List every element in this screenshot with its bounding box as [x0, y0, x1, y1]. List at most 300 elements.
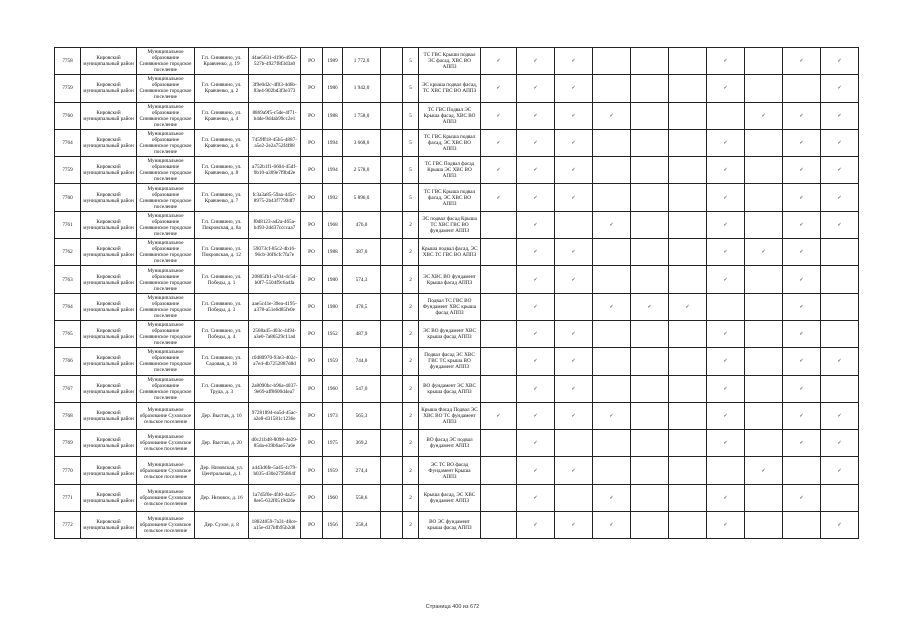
row-number-cell: 7758	[55, 48, 81, 75]
guid-cell: 18024059-7a31-48ce-a15e-d37bfb95b2d8	[249, 512, 301, 539]
empty-mark-cell	[707, 293, 745, 320]
floors-cell: 2	[403, 293, 419, 320]
check-mark-icon: ✓	[707, 129, 745, 156]
row-number-cell: 7763	[55, 266, 81, 293]
district-cell: Кировский муниципальный район	[81, 375, 137, 402]
row-number-cell: 7760	[55, 102, 81, 129]
works-list-cell: Крыша подвал фасад, ЭС ХВС ТС ГВС ВО АППЗ	[419, 239, 481, 266]
floors-cell: 2	[403, 430, 419, 457]
address-cell: Г.п. Синявино, ул. Победы, д. 3	[195, 293, 249, 320]
row-number-cell: 7771	[55, 484, 81, 511]
year-cell: 1956	[323, 512, 343, 539]
empty-mark-cell	[481, 484, 517, 511]
check-mark-icon: ✓	[745, 239, 783, 266]
check-mark-icon: ✓	[555, 48, 593, 75]
empty-mark-cell	[555, 211, 593, 238]
empty-mark-cell	[481, 512, 517, 539]
wall-material-cell: РО	[301, 348, 323, 375]
area-cell: 369,2	[343, 430, 381, 457]
wall-material-cell: РО	[301, 157, 323, 184]
settlement-cell: Муниципальное образование Суховское сельское поселение	[137, 457, 195, 484]
empty-mark-cell	[481, 348, 517, 375]
address-cell: Г.п. Синявино, ул. Садовая, д. 16	[195, 348, 249, 375]
year-cell: 1973	[323, 402, 343, 429]
check-mark-icon: ✓	[707, 348, 745, 375]
settlement-cell: Муниципальное образование Синявинское городское поселение	[137, 184, 195, 211]
area-cell: 574,3	[343, 266, 381, 293]
check-mark-icon: ✓	[555, 157, 593, 184]
check-mark-icon: ✓	[783, 211, 821, 238]
works-list-cell: ЭС подвал фасад Крыша ТС ХВС ГВС ВО фундамент АППЗ	[419, 211, 481, 238]
empty-mark-cell	[481, 239, 517, 266]
blank-cell	[381, 102, 403, 129]
empty-mark-cell	[669, 375, 707, 402]
works-list-cell: ВО фасад ЭС подвал фундамент АППЗ	[419, 430, 481, 457]
floors-cell: 2	[403, 512, 419, 539]
check-mark-icon: ✓	[481, 184, 517, 211]
empty-mark-cell	[631, 430, 669, 457]
district-cell: Кировский муниципальный район	[81, 129, 137, 156]
check-mark-icon: ✓	[481, 102, 517, 129]
district-cell: Кировский муниципальный район	[81, 512, 137, 539]
empty-mark-cell	[481, 320, 517, 347]
register-table	[54, 47, 859, 539]
empty-mark-cell	[593, 239, 631, 266]
check-mark-icon: ✓	[555, 239, 593, 266]
empty-mark-cell	[631, 75, 669, 102]
district-cell: Кировский муниципальный район	[81, 266, 137, 293]
check-mark-icon: ✓	[783, 157, 821, 184]
blank-cell	[381, 48, 403, 75]
works-list-cell: Подвал ТС ГВС ВО Фундамент ХВС крыша фасад АППЗ	[419, 293, 481, 320]
check-mark-icon: ✓	[783, 48, 821, 75]
empty-mark-cell	[481, 375, 517, 402]
district-cell: Кировский муниципальный район	[81, 430, 137, 457]
empty-mark-cell	[745, 129, 783, 156]
check-mark-icon: ✓	[821, 430, 859, 457]
check-mark-icon: ✓	[707, 430, 745, 457]
check-mark-icon: ✓	[481, 75, 517, 102]
empty-mark-cell	[631, 184, 669, 211]
settlement-cell: Муниципальное образование Суховское сельское поселение	[137, 484, 195, 511]
blank-cell	[381, 375, 403, 402]
floors-cell: 2	[403, 484, 419, 511]
row-number-cell: 7772	[55, 512, 81, 539]
empty-mark-cell	[481, 293, 517, 320]
address-cell: Г.п. Синявино, ул. Кравченко, д. 4	[195, 102, 249, 129]
year-cell: 1992	[323, 184, 343, 211]
empty-mark-cell	[669, 157, 707, 184]
row-number-cell: 7762	[55, 239, 81, 266]
area-cell: 258,4	[343, 512, 381, 539]
works-list-cell: ТС ГВС Подвал фасад Крыша ЭС ХВС ВО АППЗ	[419, 157, 481, 184]
check-mark-icon: ✓	[707, 266, 745, 293]
district-cell: Кировский муниципальный район	[81, 293, 137, 320]
empty-mark-cell	[669, 348, 707, 375]
wall-material-cell: РО	[301, 129, 323, 156]
row-number-cell: 7770	[55, 457, 81, 484]
blank-cell	[381, 512, 403, 539]
empty-mark-cell	[745, 157, 783, 184]
check-mark-icon: ✓	[517, 239, 555, 266]
check-mark-icon: ✓	[821, 48, 859, 75]
check-mark-icon: ✓	[631, 293, 669, 320]
check-mark-icon: ✓	[517, 457, 555, 484]
district-cell: Кировский муниципальный район	[81, 48, 137, 75]
check-mark-icon: ✓	[593, 512, 631, 539]
address-cell: Дер. Сухое, д. 8	[195, 512, 249, 539]
check-mark-icon: ✓	[517, 402, 555, 429]
table-row	[55, 402, 859, 429]
empty-mark-cell	[631, 239, 669, 266]
empty-mark-cell	[669, 75, 707, 102]
address-cell: Г.п. Синявино, ул. Победы, д. 4	[195, 320, 249, 347]
check-mark-icon: ✓	[593, 211, 631, 238]
empty-mark-cell	[631, 211, 669, 238]
empty-mark-cell	[669, 402, 707, 429]
table-row	[55, 239, 859, 266]
district-cell: Кировский муниципальный район	[81, 157, 137, 184]
empty-mark-cell	[631, 129, 669, 156]
settlement-cell: Муниципальное образование Синявинское городское поселение	[137, 129, 195, 156]
check-mark-icon: ✓	[707, 157, 745, 184]
check-mark-icon: ✓	[783, 266, 821, 293]
works-list-cell: ЭС ТС ВО фасад Фундамент Крыша АППЗ	[419, 457, 481, 484]
check-mark-icon: ✓	[593, 484, 631, 511]
table-row	[55, 457, 859, 484]
empty-mark-cell	[631, 266, 669, 293]
check-mark-icon: ✓	[783, 293, 821, 320]
empty-mark-cell	[669, 457, 707, 484]
floors-cell: 2	[403, 375, 419, 402]
check-mark-icon: ✓	[821, 211, 859, 238]
row-number-cell: 7766	[55, 348, 81, 375]
address-cell: Г.п. Синявино, ул. Покровская, д. 8а	[195, 211, 249, 238]
check-mark-icon: ✓	[517, 293, 555, 320]
blank-cell	[381, 129, 403, 156]
year-cell: 1959	[323, 348, 343, 375]
wall-material-cell: РО	[301, 184, 323, 211]
check-mark-icon: ✓	[555, 320, 593, 347]
table-row	[55, 266, 859, 293]
floors-cell: 5	[403, 102, 419, 129]
table-row	[55, 512, 859, 539]
check-mark-icon: ✓	[707, 239, 745, 266]
check-mark-icon: ✓	[517, 75, 555, 102]
year-cell: 1960	[323, 375, 343, 402]
address-cell: Г.п. Синявино, ул. Кравченко, д. 6	[195, 129, 249, 156]
check-mark-icon: ✓	[821, 102, 859, 129]
empty-mark-cell	[481, 266, 517, 293]
year-cell: 1980	[323, 293, 343, 320]
empty-mark-cell	[593, 457, 631, 484]
empty-mark-cell	[669, 239, 707, 266]
check-mark-icon: ✓	[707, 512, 745, 539]
district-cell: Кировский муниципальный район	[81, 320, 137, 347]
check-mark-icon: ✓	[669, 293, 707, 320]
settlement-cell: Муниципальное образование Синявинское городское поселение	[137, 266, 195, 293]
address-cell: Дер. Низовск, д. 16	[195, 484, 249, 511]
empty-mark-cell	[821, 320, 859, 347]
guid-cell: 1a7d5f0e-4f40-4a25-8ee5-632f0519d26e	[249, 484, 301, 511]
check-mark-icon: ✓	[821, 129, 859, 156]
check-mark-icon: ✓	[783, 430, 821, 457]
area-cell: 478,5	[343, 293, 381, 320]
wall-material-cell: РО	[301, 512, 323, 539]
guid-cell: 2568a45-403c-4494-a3e0-7a86529c11ad	[249, 320, 301, 347]
year-cell: 1988	[323, 102, 343, 129]
row-number-cell: 7761	[55, 211, 81, 238]
empty-mark-cell	[481, 211, 517, 238]
row-number-cell: 7768	[55, 402, 81, 429]
floors-cell: 5	[403, 129, 419, 156]
check-mark-icon: ✓	[555, 457, 593, 484]
guid-cell: fc3a3a85-59aa-445c-8975-2b43f77994f7	[249, 184, 301, 211]
check-mark-icon: ✓	[745, 457, 783, 484]
table-row	[55, 484, 859, 511]
check-mark-icon: ✓	[821, 184, 859, 211]
table-row	[55, 157, 859, 184]
page-footer: Страница 400 из 672	[425, 604, 480, 610]
guid-cell: f0d8123-ad2a-465a-b493-2dd37ccccaa7	[249, 211, 301, 238]
empty-mark-cell	[631, 102, 669, 129]
empty-mark-cell	[593, 157, 631, 184]
check-mark-icon: ✓	[555, 184, 593, 211]
empty-mark-cell	[593, 48, 631, 75]
district-cell: Кировский муниципальный район	[81, 102, 137, 129]
wall-material-cell: РО	[301, 266, 323, 293]
area-cell: 565,3	[343, 402, 381, 429]
empty-mark-cell	[745, 484, 783, 511]
floors-cell: 5	[403, 48, 419, 75]
check-mark-icon: ✓	[555, 512, 593, 539]
blank-cell	[381, 430, 403, 457]
table-row	[55, 75, 859, 102]
empty-mark-cell	[821, 239, 859, 266]
check-mark-icon: ✓	[593, 402, 631, 429]
check-mark-icon: ✓	[783, 102, 821, 129]
empty-mark-cell	[745, 348, 783, 375]
empty-mark-cell	[745, 512, 783, 539]
works-list-cell: Крыша фасад, ЭС ХВС фундамент АППЗ	[419, 484, 481, 511]
check-mark-icon: ✓	[517, 348, 555, 375]
empty-mark-cell	[669, 266, 707, 293]
settlement-cell: Муниципальное образование Синявинское городское поселение	[137, 375, 195, 402]
district-cell: Кировский муниципальный район	[81, 457, 137, 484]
check-mark-icon: ✓	[707, 402, 745, 429]
table-row	[55, 293, 859, 320]
check-mark-icon: ✓	[555, 402, 593, 429]
wall-material-cell: РО	[301, 239, 323, 266]
area-cell: 1 772,0	[343, 48, 381, 75]
area-cell: 558,6	[343, 484, 381, 511]
floors-cell: 2	[403, 211, 419, 238]
settlement-cell: Муниципальное образование Синявинское городское поселение	[137, 211, 195, 238]
year-cell: 1959	[323, 457, 343, 484]
guid-cell: 3f9e0d2c-4f03-4d6b-83e4-902bd3f3e373	[249, 75, 301, 102]
floors-cell: 2	[403, 348, 419, 375]
check-mark-icon: ✓	[517, 266, 555, 293]
blank-cell	[381, 266, 403, 293]
blank-cell	[381, 320, 403, 347]
area-cell: 1 942,0	[343, 75, 381, 102]
empty-mark-cell	[745, 375, 783, 402]
works-list-cell: ТС ГВС Подвал ЭС Крыша фасад, ХВС ВО АППЗ	[419, 102, 481, 129]
year-cell: 1980	[323, 266, 343, 293]
check-mark-icon: ✓	[481, 157, 517, 184]
district-cell: Кировский муниципальный район	[81, 348, 137, 375]
floors-cell: 2	[403, 239, 419, 266]
check-mark-icon: ✓	[593, 102, 631, 129]
wall-material-cell: РО	[301, 375, 323, 402]
empty-mark-cell	[593, 348, 631, 375]
guid-cell: 44ae5631-d196-4952-527b-4927f8f3d3a0	[249, 48, 301, 75]
wall-material-cell: РО	[301, 320, 323, 347]
address-cell: Г.п. Синявино, ул. Труда, д. 3	[195, 375, 249, 402]
district-cell: Кировский муниципальный район	[81, 484, 137, 511]
empty-mark-cell	[821, 484, 859, 511]
year-cell: 1968	[323, 211, 343, 238]
wall-material-cell: РО	[301, 293, 323, 320]
address-cell: Г.п. Синявино, ул. Кравченко, д. 7	[195, 184, 249, 211]
check-mark-icon: ✓	[783, 484, 821, 511]
blank-cell	[381, 211, 403, 238]
settlement-cell: Муниципальное образование Синявинское городское поселение	[137, 239, 195, 266]
year-cell: 1986	[323, 75, 343, 102]
table-row	[55, 375, 859, 402]
empty-mark-cell	[745, 75, 783, 102]
district-cell: Кировский муниципальный район	[81, 239, 137, 266]
empty-mark-cell	[593, 184, 631, 211]
guid-cell: 59073cf-85c2-4b16-96cb-36f6cfc7fa7e	[249, 239, 301, 266]
check-mark-icon: ✓	[821, 402, 859, 429]
empty-mark-cell	[631, 512, 669, 539]
check-mark-icon: ✓	[783, 184, 821, 211]
check-mark-icon: ✓	[555, 348, 593, 375]
check-mark-icon: ✓	[517, 512, 555, 539]
year-cell: 1952	[323, 320, 343, 347]
check-mark-icon: ✓	[555, 375, 593, 402]
check-mark-icon: ✓	[821, 348, 859, 375]
check-mark-icon: ✓	[707, 375, 745, 402]
works-list-cell: ТС ГВС Крыша подвал фасад, ЭС ХВС ВО АППЗ	[419, 184, 481, 211]
floors-cell: 2	[403, 402, 419, 429]
wall-material-cell: РО	[301, 102, 323, 129]
table-row	[55, 430, 859, 457]
district-cell: Кировский муниципальный район	[81, 211, 137, 238]
blank-cell	[381, 484, 403, 511]
empty-mark-cell	[783, 457, 821, 484]
guid-cell: 2a8090bc-b96a-4037-9e69-aff8600d4ea7	[249, 375, 301, 402]
wall-material-cell: РО	[301, 211, 323, 238]
guid-cell: d0c21b48-8098-4e29-85da-e39b6ae57a6e	[249, 430, 301, 457]
check-mark-icon: ✓	[517, 430, 555, 457]
settlement-cell: Муниципальное образование Синявинское городское поселение	[137, 48, 195, 75]
floors-cell: 5	[403, 157, 419, 184]
blank-cell	[381, 348, 403, 375]
settlement-cell: Муниципальное образование Суховское сельское поселение	[137, 430, 195, 457]
works-list-cell: ЭС ХВС ВО фундамент Крыша фасад АППЗ	[419, 266, 481, 293]
empty-mark-cell	[593, 266, 631, 293]
row-number-cell: 7759	[55, 157, 81, 184]
table-row	[55, 184, 859, 211]
wall-material-cell: РО	[301, 402, 323, 429]
area-cell: 3 668,0	[343, 129, 381, 156]
row-number-cell: 7765	[55, 320, 81, 347]
check-mark-icon: ✓	[745, 102, 783, 129]
works-list-cell: ТС ГВС Крыша подвал фасад, ЭС ХВС ВО АППЗ	[419, 129, 481, 156]
address-cell: Дер. Низовская, ул. Центральная, д. 1	[195, 457, 249, 484]
address-cell: Г.п. Синявино, ул. Кравченко, д. 19	[195, 48, 249, 75]
area-cell: 2 578,0	[343, 157, 381, 184]
row-number-cell: 7759	[55, 75, 81, 102]
blank-cell	[381, 75, 403, 102]
empty-mark-cell	[669, 430, 707, 457]
wall-material-cell: РО	[301, 484, 323, 511]
empty-mark-cell	[631, 375, 669, 402]
empty-mark-cell	[555, 484, 593, 511]
row-number-cell: 7767	[55, 375, 81, 402]
empty-mark-cell	[745, 211, 783, 238]
table-row	[55, 320, 859, 347]
guid-cell: a443d6fe-5a45-4c79-b035-430e2795864f	[249, 457, 301, 484]
settlement-cell: Муниципальное образование Суховское сельское поселение	[137, 512, 195, 539]
empty-mark-cell	[593, 320, 631, 347]
wall-material-cell: РО	[301, 48, 323, 75]
area-cell: 476,0	[343, 211, 381, 238]
guid-cell: 97281894-ea5d-45ac-a2e8-d31581c1236e	[249, 402, 301, 429]
empty-mark-cell	[707, 102, 745, 129]
blank-cell	[381, 457, 403, 484]
check-mark-icon: ✓	[783, 375, 821, 402]
check-mark-icon: ✓	[707, 75, 745, 102]
empty-mark-cell	[593, 430, 631, 457]
year-cell: 1988	[323, 239, 343, 266]
check-mark-icon: ✓	[707, 184, 745, 211]
row-number-cell: 7769	[55, 430, 81, 457]
table-row	[55, 348, 859, 375]
check-mark-icon: ✓	[783, 239, 821, 266]
check-mark-icon: ✓	[707, 484, 745, 511]
address-cell: Г.п. Синявино, ул. Победы, д. 1	[195, 266, 249, 293]
area-cell: 387,0	[343, 239, 381, 266]
empty-mark-cell	[821, 266, 859, 293]
guid-cell: 7459ff18-45b5-4887-a5e2-2e2a752f4f88	[249, 129, 301, 156]
check-mark-icon: ✓	[783, 402, 821, 429]
empty-mark-cell	[745, 184, 783, 211]
check-mark-icon: ✓	[517, 375, 555, 402]
check-mark-icon: ✓	[517, 157, 555, 184]
settlement-cell: Муниципальное образование Синявинское городское поселение	[137, 75, 195, 102]
check-mark-icon: ✓	[517, 320, 555, 347]
empty-mark-cell	[783, 512, 821, 539]
empty-mark-cell	[593, 375, 631, 402]
empty-mark-cell	[669, 129, 707, 156]
check-mark-icon: ✓	[555, 266, 593, 293]
area-cell: 744,0	[343, 348, 381, 375]
empty-mark-cell	[821, 375, 859, 402]
wall-material-cell: РО	[301, 457, 323, 484]
blank-cell	[381, 239, 403, 266]
empty-mark-cell	[631, 402, 669, 429]
guid-cell: 8869a9f5-c5de-4f71-b4de-9d4ab99cc2e1	[249, 102, 301, 129]
settlement-cell: Муниципальное образование Синявинское городское поселение	[137, 157, 195, 184]
empty-mark-cell	[631, 48, 669, 75]
empty-mark-cell	[481, 430, 517, 457]
table-row	[55, 211, 859, 238]
empty-mark-cell	[555, 293, 593, 320]
year-cell: 1994	[323, 129, 343, 156]
